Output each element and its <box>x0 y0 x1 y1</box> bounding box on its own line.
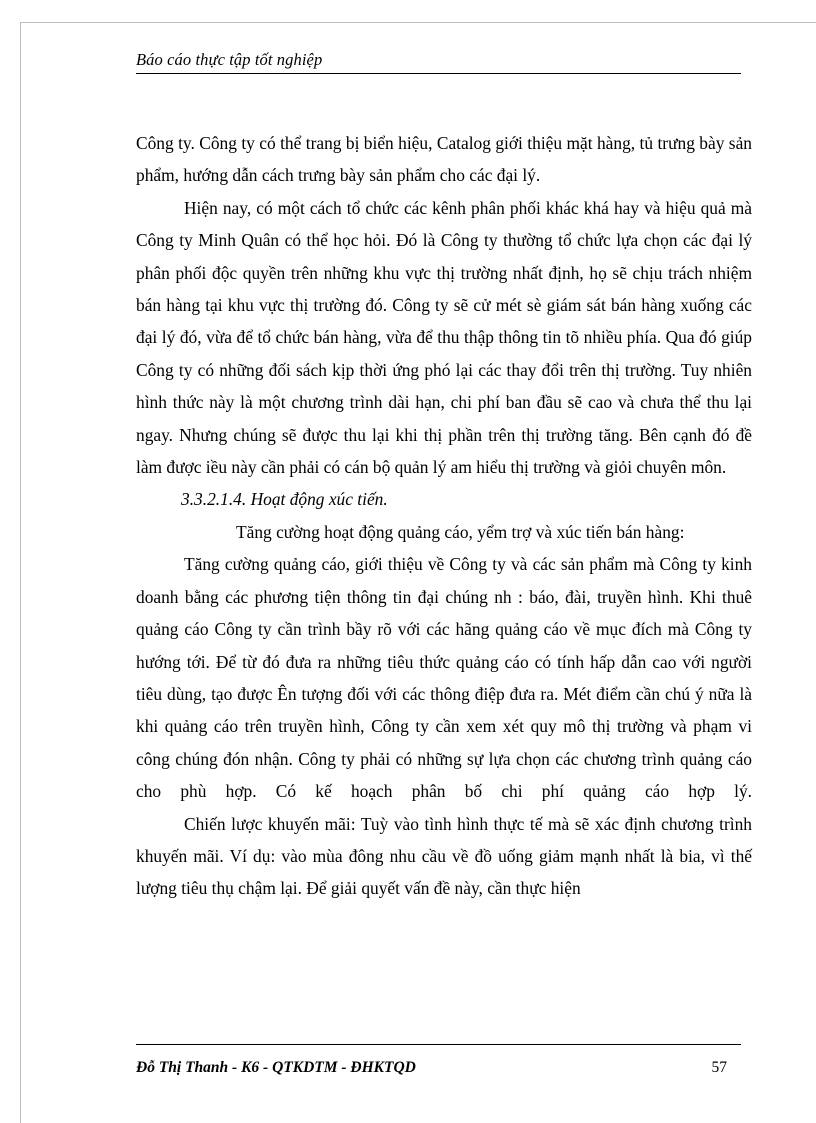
paragraph-distribution: Hiện nay, có một cách tổ chức các kênh phân phối khác khá hay và hiệu quả mà Công ty Minh Quân có thể học hỏi. Đó là Công ty thường tổ chức lựa chọn các đại lý phân phối độc quyền trên những khu vực thị trường nhất định, họ sẽ chịu trách nhiệm bán hàng tại khu vực thị trường đó. Công ty sẽ cử mét sè giám sát bán hàng xuống các đại lý đó, vừa để tổ chức bán hàng, vừa để thu thập thông tin tõ nhiều phía. Qua đó giúp Công ty có những đối sách kịp thời ứng phó lại các thay đổi trên thị trường. Tuy nhiên hình thức này là một chương trình dài hạn, chi phí ban đầu sẽ cao và chưa thể thu lại ngay. Nhưng chúng sẽ được thu lại khi thị phần trên thị trường tăng. Bên cạnh đó đề làm được iều này cần phải có cán bộ quản lý am hiểu thị trường và giỏi chuyên môn. <box>136 197 752 478</box>
document-body <box>136 127 752 905</box>
paragraph-promotion-intro: Tăng cường hoạt động quảng cáo, yểm trợ và xúc tiến bán hàng: <box>236 521 685 542</box>
section-heading: 3.3.2.1.4. Hoạt động xúc tiến. <box>181 489 388 510</box>
page-header <box>136 49 741 74</box>
page-number: 57 <box>711 1059 727 1076</box>
paragraph-advertising: Tăng cường quảng cáo, giới thiệu về Công ty và các sản phẩm mà Công ty kinh doanh bằng các phương tiện thông tin đại chúng nh : báo, đài, truyền hình. Khi thuê quảng cáo Công ty cần trình bầy rõ với các hãng quảng cáo về mục đích mà Công ty hướng tới. Để từ đó đưa ra những tiêu thức quảng cáo có tính hấp dẫn cao với người tiêu dùng, tạo được Ên tượng đối với các thông điệp đưa ra. Mét điểm cần chú ý nữa là khi quảng cáo trên truyền hình, Công ty cần xem xét quy mô thị trường và phạm vi công chúng đón nhận. Công ty phải có những sự lựa chọn các chương trình quảng cáo cho phù hợp. Có kế hoạch phân bố chi phí quảng cáo hợp lý. <box>136 554 752 802</box>
paragraph-catalog: Công ty. Công ty có thể trang bị biển hiệu, Catalog giới thiệu mặt hàng, tủ trưng bày sản phẩm, hướng dẫn cách trưng bày sản phẩm cho các đại lý. <box>136 133 752 186</box>
page-footer <box>136 1044 741 1075</box>
header-title: Báo cáo thực tập tốt nghiệp <box>136 50 323 69</box>
page-border-top <box>20 22 816 23</box>
footer-author: Đỗ Thị Thanh - K6 - QTKDTM - ĐHKTQD <box>136 1059 416 1076</box>
paragraph-sales-promotion: Chiến lược khuyến mãi: Tuỳ vào tình hình thực tế mà sẽ xác định chương trình khuyến mãi. Ví dụ: vào mùa đông nhu cầu về đồ uống giảm mạnh nhất là bia, vì thế lượng tiêu thụ chậm lại. Để giải quyết vấn đề này, cần thực hiện <box>136 813 752 899</box>
page-border-left <box>20 22 21 1123</box>
